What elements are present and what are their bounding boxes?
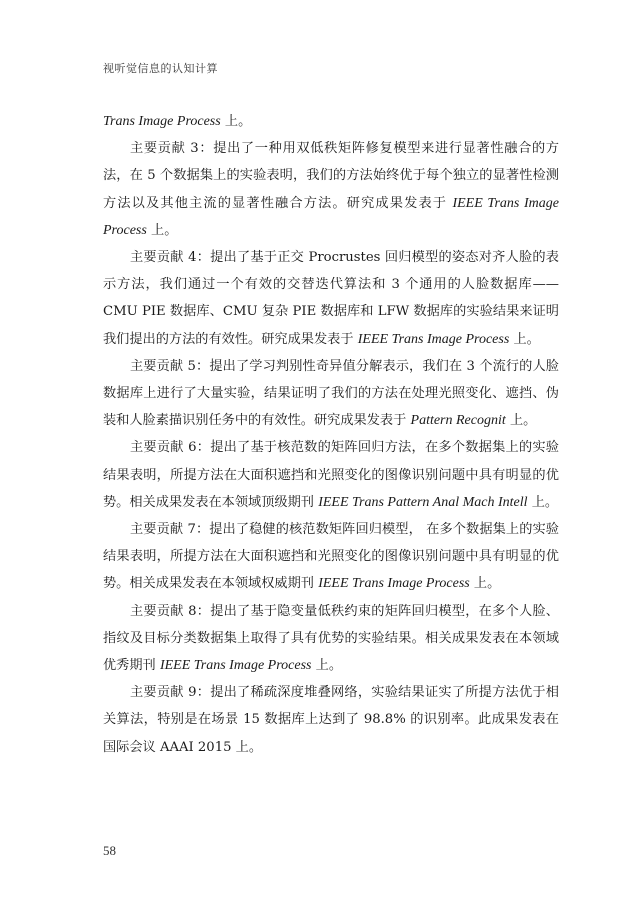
contribution-label: 主要贡献 6：	[130, 440, 211, 456]
contribution-label: 主要贡献 9：	[130, 685, 211, 701]
journal-name: Trans Image Process	[103, 114, 221, 129]
contribution-6	[103, 434, 559, 516]
running-head: 视听觉信息的认知计算	[103, 62, 218, 75]
page-number: 58	[103, 843, 116, 858]
paragraph-tail: 上。	[509, 331, 540, 347]
contribution-7	[103, 516, 559, 598]
journal-name: Pattern Recognit	[410, 413, 506, 429]
journal-name: IEEE Trans Image Process	[357, 331, 510, 347]
journal-name: IEEE Trans Pattern Anal Mach Intell	[318, 494, 528, 510]
contribution-label: 主要贡献 4：	[130, 250, 211, 266]
contribution-label: 主要贡献 3：	[130, 141, 214, 157]
journal-name: IEEE Trans Image Process	[103, 195, 559, 238]
contribution-3	[103, 135, 559, 244]
contribution-5	[103, 353, 559, 435]
contribution-text: 提出了学习判别性奇异值分解表示，我们在 3 个流行的人脸数据库上进行了大量实验，结果证明了我们的方法在处理光照变化、遮挡、伪装和人脸素描识别任务中的有效性。研究成果发表于	[103, 358, 559, 429]
paragraph-tail: 上。	[527, 494, 559, 510]
contribution-label: 主要贡献 5：	[130, 358, 210, 374]
contribution-4	[103, 244, 559, 353]
journal-name: IEEE Trans Image Process	[159, 658, 312, 674]
contribution-label: 主要贡献 8：	[130, 603, 211, 619]
paragraph-tail: 上。	[505, 413, 537, 429]
paragraph-tail: 上。	[220, 114, 252, 129]
paragraph-tail: 上。	[311, 658, 343, 674]
contribution-text: 提出了基于正交 Procrustes 回归模型的姿态对齐人脸的表示方法，我们通过一个有效的交替迭代算法和 3 个通用的人脸数据库——CMU PIE 数据库、CMU 复杂 PIE 数据库和 LFW 数据库的实验结果来证明我们提出的方法的有效性。研究成果发表于	[103, 250, 559, 347]
contribution-text: 提出了稀疏深度堆叠网络，实验结果证实了所提方法优于相关算法，特别是在场景 15 数据库上达到了 98.8% 的识别率。此成果发表在国际会议 AAAI 2015 上。	[103, 685, 559, 755]
contribution-text: 提出了一种用双低秩矩阵修复模型来进行显著性融合的方法，在 5 个数据集上的实验表明，我们的方法始终优于每个独立的显著性检测方法以及其他主流的显著性融合方法。研究成果发表于	[103, 141, 559, 211]
journal-name: IEEE Trans Image Process	[318, 576, 470, 592]
contribution-text: 提出了基于隐变量低秩约束的矩阵回归模型，在多个人脸、指纹及目标分类数据集上取得了具有优势的实验结果。相关成果发表在本领域优秀期刊	[103, 603, 559, 674]
contribution-text: 提出了基于核范数的矩阵回归方法，在多个数据集上的实验结果表明，所提方法在大面积遮挡和光照变化的图像识别问题中具有明显的优势。相关成果发表在本领域顶级期刊	[103, 440, 559, 510]
body-content	[103, 108, 559, 761]
paragraph-tail: 上。	[469, 576, 501, 592]
intro-paragraph	[103, 108, 559, 135]
paragraph-tail: 上。	[146, 222, 178, 238]
contribution-text: 提出了稳健的核范数矩阵回归模型， 在多个数据集上的实验结果表明，所提方法在大面积遮挡和光照变化的图像识别问题中具有明显的优势。相关成果发表在本领域权威期刊	[103, 522, 559, 592]
contribution-8	[103, 598, 559, 680]
contribution-9	[103, 679, 559, 761]
contribution-label: 主要贡献 7：	[130, 522, 210, 538]
